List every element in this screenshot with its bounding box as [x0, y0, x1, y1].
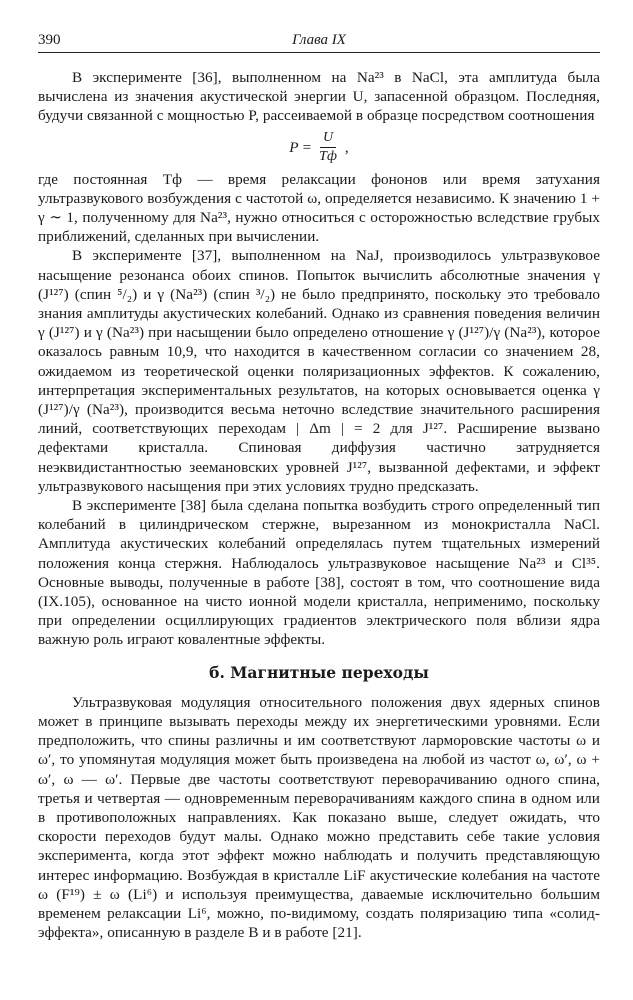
paragraph-experiment-36: В эксперименте [36], выполненном на Na²³ в NaCl, эта амплитуда была вычислена из значения акустической энергии U, запасенной образцом. Последняя, будучи связанной с мощностью P, рассеиваемой в образце посредством соотношения: [38, 69, 600, 125]
formula-fraction: [316, 130, 340, 165]
chapter-title: Глава IX: [292, 32, 346, 48]
formula-lhs: P: [289, 138, 299, 156]
running-head: [38, 30, 600, 53]
formula-equals: =: [302, 138, 312, 156]
formula-power: [38, 126, 600, 170]
paragraph-continuation: где постоянная Tф — время релаксации фононов или время затухания ультразвукового возбуждения с частотой ω, определяется независимо. К значению 1 + γ ∼ 1, полученному для Na²³, нужно относиться с осторожностью вследствие грубых приближений, сделанных при вычислении.: [38, 170, 600, 246]
formula-trailing: ,: [344, 138, 349, 156]
page-number: 390: [38, 32, 61, 48]
section-heading: б. Магнитные переходы: [209, 662, 429, 682]
book-page: [38, 30, 600, 942]
paragraph-experiment-38: В эксперименте [38] была сделана попытка возбудить строго определенный тип колебаний в цилиндрическом стержне, вырезанном из монокристалла NaCl. Амплитуда акустических колебаний определялась путем тщательных измерений положения конца стержня. Наблюдалось ультразвуковое насыщение Na²³ и Cl³⁵. Основные выводы, полученные в работе [38], состоят в том, что соотношение вида (IX.105), основанное на чисто ионной модели кристалла, неприменимо, поскольку при определении осциллирующих градиентов электрического поля вблизи ядра важную роль играют ковалентные эффекты.: [38, 497, 600, 649]
paragraph-magnetic-transitions: Ультразвуковая модуляция относительного положения двух ядерных спинов может в принципе вызывать переходы между их энергетическими уровнями. Если предположить, что спины различны и им соответствуют ларморовские частоты ω и ω′, то упомянутая модуляция может быть произведена на любой из частот ω, ω′, ω + ω′, ω — ω′. Первые две частоты соответствуют переворачиванию одного спина, третья и четвертая — одновременным переворачиваниям каждого спина в одном или в противоположных направлениях. Как показано выше, следует ожидать, что скорости переходов будут малы. Однако можно представить себе такие условия эксперимента, когда этот эффект можно наблюдать и получить представляющую интерес информацию. Возбуждая в кристалле LiF акустические колебания на частоте ω (F¹⁹) ± ω (Li⁶) и используя преимущества, даваемые исключительно большим временем релаксации Li⁶, можно, по-видимому, создать поляризацию типа «солид-эффекта», описанную в разделе В и в работе [21].: [38, 693, 600, 942]
paragraph-experiment-37: В эксперименте [37], выполненном на NaJ, производилось ультразвуковое насыщение резонанса обоих спинов. Попыток вычислить абсолютные значения γ (J¹²⁷) (спин ⁵/₂) и γ (Na²³) (спин ³/₂) не было предпринято, поскольку это требовало знания амплитуды акустических колебаний. Однако из сравнения поведения величин γ (J¹²⁷) и γ (Na²³) при насыщении было определено отношение γ (J¹²⁷)/γ (Na²³), которое оказалось равным 10,9, что находится в качественном согласии со значением 28, ожидаемом из теоретической оценки поляризационных эффектов. К сожалению, интерпретация экспериментальных результатов, на которых основывается оценка γ (J¹²⁷)/γ (Na²³), производится весьма неточно вследствие значительного расширения линий, соответствующих переходам | Δm | = 2 для J¹²⁷. Расширение вызвано дефектами кристалла. Спиновая диффузия частично затрудняется неэквидистантностью зеемановских уровней J¹²⁷, вызванной дефектами, и эффект ультразвукового насыщения при этих условиях трудно предсказать.: [38, 247, 600, 495]
formula-numerator: U: [320, 130, 336, 148]
formula-denominator: Tф: [319, 149, 337, 165]
